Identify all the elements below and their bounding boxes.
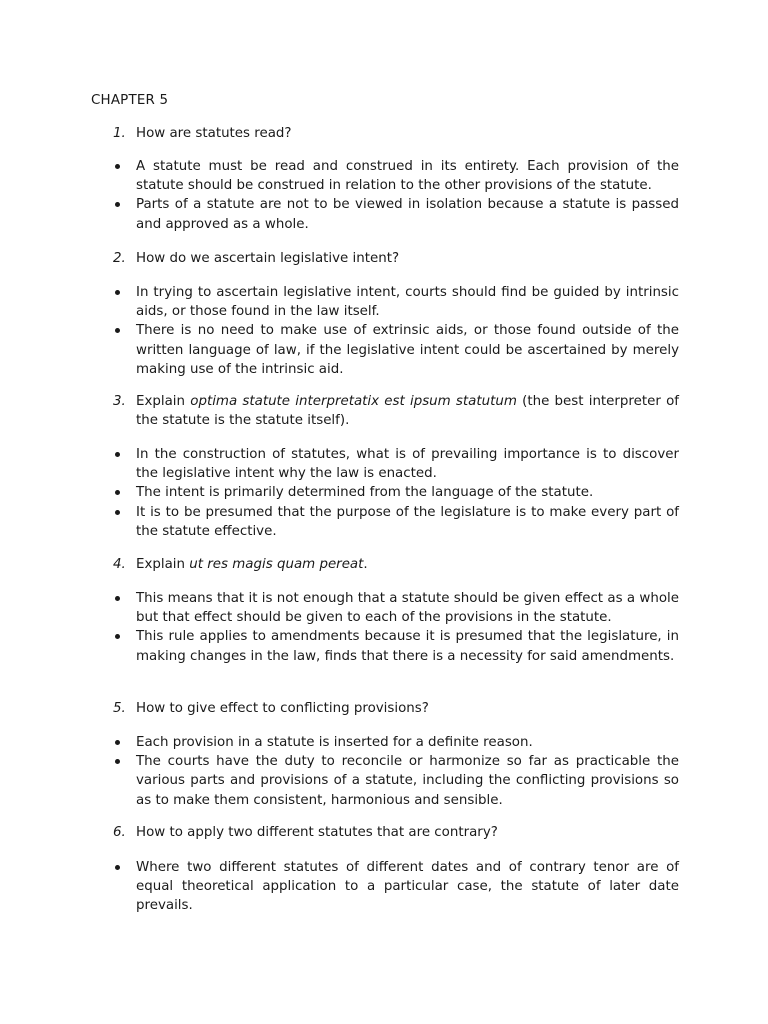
question-number: 2. bbox=[113, 251, 126, 266]
latin-maxim: ut res magis quam pereat bbox=[189, 557, 364, 572]
question-text: How to give effect to conflicting provisions? bbox=[136, 701, 429, 716]
answer-list-3 bbox=[91, 445, 679, 541]
list-item: Where two different statutes of different dates and of contrary tenor are of equal theoretical application to a particular case, the statute of later date prevails. bbox=[91, 858, 679, 916]
list-item: There is no need to make use of extrinsic aids, or those found outside of the written language of law, if the legislative intent could be ascertained by merely making use of the intrinsic aid. bbox=[91, 321, 679, 379]
bullet-icon bbox=[91, 589, 136, 627]
answer-list-4 bbox=[91, 589, 679, 666]
question-number: 4. bbox=[113, 557, 126, 572]
bullet-icon bbox=[91, 483, 136, 502]
question-number: 3. bbox=[113, 394, 126, 409]
list-item: Parts of a statute are not to be viewed in isolation because a statute is passed and approved as a whole. bbox=[91, 195, 679, 233]
question-number: 5. bbox=[113, 701, 126, 716]
answer-list-1 bbox=[91, 157, 679, 234]
list-item: In trying to ascertain legislative intent, courts should find be guided by intrinsic aids, or those found in the law itself. bbox=[91, 283, 679, 321]
question-1 bbox=[91, 124, 679, 143]
bullet-icon bbox=[91, 157, 136, 195]
bullet-icon bbox=[91, 627, 136, 665]
bullet-icon bbox=[91, 445, 136, 483]
question-6 bbox=[91, 823, 679, 842]
answer-list-2 bbox=[91, 283, 679, 379]
question-text: Explain optima statute interpretatix est ipsum statutum (the best interpreter of the statute is the statute itself). bbox=[136, 394, 680, 428]
answer-list-6 bbox=[91, 858, 679, 916]
list-item: A statute must be read and construed in its entirety. Each provision of the statute should be construed in relation to the other provisions of the statute. bbox=[91, 157, 679, 195]
list-item: This rule applies to amendments because it is presumed that the legislature, in making changes in the law, finds that there is a necessity for said amendments. bbox=[91, 627, 679, 665]
bullet-icon bbox=[91, 321, 136, 379]
bullet-icon bbox=[91, 503, 136, 541]
bullet-icon bbox=[91, 283, 136, 321]
bullet-icon bbox=[91, 733, 136, 752]
list-item: The courts have the duty to reconcile or harmonize so far as practicable the various parts and provisions of a statute, including the conflicting provisions so as to make them consistent, harmonious and sensible. bbox=[91, 752, 679, 810]
question-text: Explain ut res magis quam pereat. bbox=[136, 557, 368, 572]
list-item: It is to be presumed that the purpose of the legislature is to make every part of the statute effective. bbox=[91, 503, 679, 541]
question-text: How do we ascertain legislative intent? bbox=[136, 251, 400, 266]
answer-list-5 bbox=[91, 733, 679, 810]
list-item: In the construction of statutes, what is of prevailing importance is to discover the legislative intent why the law is enacted. bbox=[91, 445, 679, 483]
chapter-title: CHAPTER 5 bbox=[91, 93, 169, 108]
question-2 bbox=[91, 249, 679, 268]
question-number: 6. bbox=[113, 825, 126, 840]
question-3 bbox=[91, 392, 679, 430]
question-4 bbox=[91, 555, 679, 574]
list-item: Each provision in a statute is inserted for a definite reason. bbox=[91, 733, 679, 752]
question-text: How are statutes read? bbox=[136, 126, 292, 141]
bullet-icon bbox=[91, 858, 136, 916]
latin-maxim: optima statute interpretatix est ipsum statutum bbox=[190, 394, 517, 409]
bullet-icon bbox=[91, 195, 136, 233]
list-item: This means that it is not enough that a statute should be given effect as a whole but that effect should be given to each of the provisions in the statute. bbox=[91, 589, 679, 627]
list-item: The intent is primarily determined from the language of the statute. bbox=[91, 483, 679, 502]
bullet-icon bbox=[91, 752, 136, 810]
question-text: How to apply two different statutes that are contrary? bbox=[136, 825, 498, 840]
question-5 bbox=[91, 699, 679, 718]
question-number: 1. bbox=[113, 126, 126, 141]
